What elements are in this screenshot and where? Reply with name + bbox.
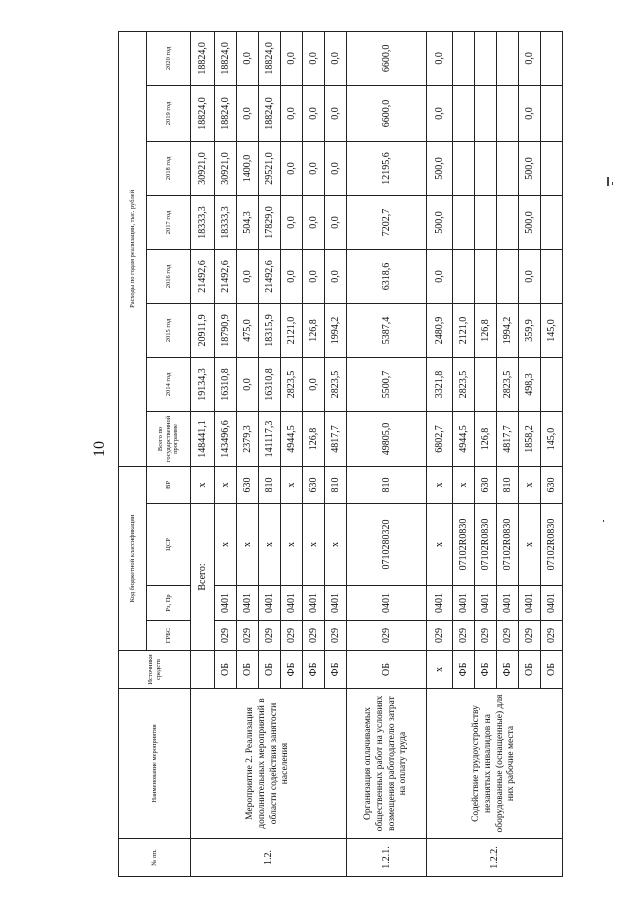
year-cell [497, 31, 519, 85]
year-cell: 0,0 [281, 195, 303, 249]
year-cell: 475,0 [237, 303, 259, 357]
total-cell: 49805,0 [347, 411, 427, 466]
row-number: 1.2.2. [427, 839, 563, 877]
header-source: Источники средств [119, 651, 191, 689]
table-row [347, 31, 427, 876]
year-cell [497, 141, 519, 195]
source-cell: ФБ [303, 651, 325, 689]
grbs-cell: 029 [475, 621, 497, 651]
year-cell [453, 85, 475, 141]
year-cell: 18824,0 [259, 31, 281, 85]
header-num: № пп. [119, 839, 191, 877]
year-cell: 0,0 [325, 141, 347, 195]
vr-cell: х [215, 466, 237, 503]
csr-cell: х [237, 504, 259, 586]
grbs-cell: 029 [347, 621, 427, 651]
year-cell: 19134,3 [191, 357, 215, 411]
year-cell: 0,0 [519, 85, 541, 141]
year-cell: 500,0 [427, 141, 453, 195]
csr-cell: х [281, 504, 303, 586]
year-cell: 145,0 [541, 303, 563, 357]
year-cell: 18824,0 [191, 31, 215, 85]
row-number: 1.2.1. [347, 839, 427, 877]
grbs-cell: 029 [427, 621, 453, 651]
total-cell: 6802,7 [427, 411, 453, 466]
header-year-2018: 2018 год [147, 141, 191, 195]
year-cell: 29521,0 [259, 141, 281, 195]
year-cell: 6600,0 [347, 31, 427, 85]
year-cell: 0,0 [519, 249, 541, 303]
scan-speck [603, 520, 604, 522]
activity-name: Содействие трудоустройству незанятых инвалидов на оборудованные (оснащенные) для них рабочие места [427, 689, 563, 839]
header-kbk: Код бюджетной классификации [119, 466, 147, 650]
year-cell: 0,0 [303, 85, 325, 141]
total-cell: 148441,1 [191, 411, 215, 466]
header-year-2017: 2017 год [147, 195, 191, 249]
year-cell: 17829,0 [259, 195, 281, 249]
grbs-cell: 029 [453, 621, 475, 651]
rzpr-cell: 0401 [453, 586, 475, 621]
source-cell: ФБ [475, 651, 497, 689]
year-cell: 1994,2 [325, 303, 347, 357]
total-cell: 1858,2 [519, 411, 541, 466]
header-year-2015: 2015 год [147, 303, 191, 357]
source-cell: х [427, 651, 453, 689]
csr-cell: 07102R0830 [475, 504, 497, 586]
csr-cell: 07102R0830 [541, 504, 563, 586]
year-cell: 21492,6 [215, 249, 237, 303]
year-cell: 5387,4 [347, 303, 427, 357]
year-cell: 18333,3 [215, 195, 237, 249]
header-year-2019: 2019 год [147, 85, 191, 141]
year-cell: 126,8 [303, 303, 325, 357]
year-cell: 0,0 [281, 141, 303, 195]
year-cell: 0,0 [427, 249, 453, 303]
year-cell [541, 357, 563, 411]
total-cell: 126,8 [303, 411, 325, 466]
activity-name: Организация оплачиваемых общественных работ на условиях возмещения работодателю затрат на оплату труда [347, 689, 427, 839]
grbs-cell: 029 [325, 621, 347, 651]
row-number: 1.2. [191, 839, 347, 877]
source-cell: ФБ [281, 651, 303, 689]
grbs-cell: 029 [541, 621, 563, 651]
year-cell: 0,0 [303, 31, 325, 85]
rzpr-cell: 0401 [427, 586, 453, 621]
table-row [427, 31, 453, 876]
year-cell: 504,3 [237, 195, 259, 249]
year-cell: 0,0 [519, 31, 541, 85]
header-year-2020: 2020 год [147, 31, 191, 85]
rzpr-cell: 0401 [215, 586, 237, 621]
year-cell: 21492,6 [191, 249, 215, 303]
year-cell [475, 249, 497, 303]
year-cell [453, 195, 475, 249]
year-cell: 6318,6 [347, 249, 427, 303]
year-cell [453, 31, 475, 85]
vr-cell: х [427, 466, 453, 503]
year-cell: 5500,7 [347, 357, 427, 411]
year-cell: 0,0 [303, 141, 325, 195]
year-cell: 0,0 [281, 249, 303, 303]
budget-table [118, 31, 563, 877]
vr-cell: 810 [497, 466, 519, 503]
page-number: 10 [91, 441, 108, 457]
rzpr-cell: 0401 [497, 586, 519, 621]
year-cell: 0,0 [303, 195, 325, 249]
year-cell: 2121,0 [281, 303, 303, 357]
year-cell: 0,0 [427, 31, 453, 85]
csr-cell: 0710280320 [347, 504, 427, 586]
rzpr-cell: 0401 [541, 586, 563, 621]
year-cell: 30921,0 [191, 141, 215, 195]
year-cell: 0,0 [325, 85, 347, 141]
vr-cell: х [519, 466, 541, 503]
year-cell: 500,0 [427, 195, 453, 249]
vr-cell: 630 [475, 466, 497, 503]
year-cell: 18824,0 [215, 31, 237, 85]
year-cell: 2121,0 [453, 303, 475, 357]
source-cell: ОБ [541, 651, 563, 689]
year-cell: 1994,2 [497, 303, 519, 357]
year-cell: 16310,8 [215, 357, 237, 411]
year-cell: 6600,0 [347, 85, 427, 141]
total-cell: 4817,7 [497, 411, 519, 466]
year-cell [497, 85, 519, 141]
year-cell: 1400,0 [237, 141, 259, 195]
year-cell: 0,0 [281, 85, 303, 141]
year-cell: 18824,0 [191, 85, 215, 141]
year-cell: 21492,6 [259, 249, 281, 303]
year-cell: 18824,0 [259, 85, 281, 141]
year-cell: 18333,3 [191, 195, 215, 249]
grbs-cell: 029 [303, 621, 325, 651]
table-row [191, 31, 215, 876]
year-cell: 500,0 [519, 195, 541, 249]
year-cell: 30921,0 [215, 141, 237, 195]
header-csr: ЦСР [147, 504, 191, 586]
year-cell: 2823,5 [325, 357, 347, 411]
header-grbs: ГРБС [147, 621, 191, 651]
header-total: Всего по государственной программе [147, 411, 191, 466]
total-cell: 4944,5 [281, 411, 303, 466]
source-cell: ФБ [497, 651, 519, 689]
rzpr-cell: 0401 [303, 586, 325, 621]
year-cell: 2823,5 [281, 357, 303, 411]
vr-cell: 810 [325, 466, 347, 503]
year-cell: 20911,9 [191, 303, 215, 357]
source-cell: ОБ [519, 651, 541, 689]
year-cell [541, 141, 563, 195]
rzpr-cell: 0401 [259, 586, 281, 621]
source-cell: ФБ [325, 651, 347, 689]
csr-cell: х [303, 504, 325, 586]
vr-cell: х [191, 466, 215, 503]
csr-cell: х [325, 504, 347, 586]
year-cell [453, 141, 475, 195]
year-cell [541, 195, 563, 249]
header-expenses: Расходы по годам реализации, тыс. рублей [119, 31, 147, 466]
year-cell [541, 85, 563, 141]
header-vr: ВР [147, 466, 191, 503]
rotated-table-container [118, 32, 558, 877]
year-cell: 2480,9 [427, 303, 453, 357]
source-cell: ОБ [347, 651, 427, 689]
header-year-2016: 2016 год [147, 249, 191, 303]
csr-cell: х [259, 504, 281, 586]
csr-cell: 07102R0830 [453, 504, 475, 586]
year-cell: 0,0 [237, 249, 259, 303]
year-cell: 359,9 [519, 303, 541, 357]
source-cell: ОБ [259, 651, 281, 689]
year-cell [475, 195, 497, 249]
csr-cell: 07102R0830 [497, 504, 519, 586]
grbs-cell: 029 [519, 621, 541, 651]
year-cell: 0,0 [237, 357, 259, 411]
vr-cell: 810 [347, 466, 427, 503]
year-cell: 500,0 [519, 141, 541, 195]
scan-speck [612, 182, 613, 185]
grbs-cell: 029 [215, 621, 237, 651]
year-cell: 2823,5 [453, 357, 475, 411]
year-cell: 0,0 [237, 31, 259, 85]
rzpr-cell: 0401 [281, 586, 303, 621]
year-cell [453, 249, 475, 303]
grbs-cell: 029 [237, 621, 259, 651]
year-cell: 0,0 [325, 249, 347, 303]
year-cell: 0,0 [303, 249, 325, 303]
year-cell [475, 31, 497, 85]
year-cell: 0,0 [325, 195, 347, 249]
year-cell: 18824,0 [215, 85, 237, 141]
vr-cell: 630 [541, 466, 563, 503]
year-cell: 7202,7 [347, 195, 427, 249]
activity-name: Мероприятие 2. Реализация дополнительных мероприятий в области содействия занятости населения [191, 689, 347, 839]
year-cell: 12195,6 [347, 141, 427, 195]
vr-cell: 810 [259, 466, 281, 503]
total-cell: 145,0 [541, 411, 563, 466]
header-rzpr: Рз, Пр [147, 586, 191, 621]
year-cell: 18315,9 [259, 303, 281, 357]
year-cell: 0,0 [427, 85, 453, 141]
year-cell [475, 141, 497, 195]
year-cell: 0,0 [281, 31, 303, 85]
rzpr-cell: 0401 [237, 586, 259, 621]
scan-speck [607, 177, 609, 186]
rzpr-cell: 0401 [347, 586, 427, 621]
total-cell: 143496,6 [215, 411, 237, 466]
year-cell [541, 31, 563, 85]
source-cell: ОБ [237, 651, 259, 689]
total-cell: 4817,7 [325, 411, 347, 466]
vr-cell: х [281, 466, 303, 503]
header-year-2014: 2014 год [147, 357, 191, 411]
rzpr-cell: 0401 [475, 586, 497, 621]
vr-cell: х [453, 466, 475, 503]
year-cell: 3321,8 [427, 357, 453, 411]
year-cell: 0,0 [303, 357, 325, 411]
year-cell: 16310,8 [259, 357, 281, 411]
year-cell: 498,3 [519, 357, 541, 411]
year-cell [497, 195, 519, 249]
csr-cell: х [427, 504, 453, 586]
total-cell: 4944,5 [453, 411, 475, 466]
total-cell: 141117,3 [259, 411, 281, 466]
csr-cell: х [215, 504, 237, 586]
vr-cell: 630 [303, 466, 325, 503]
grbs-cell: 029 [281, 621, 303, 651]
rzpr-cell: 0401 [325, 586, 347, 621]
header-name: Наименование мероприятия [119, 689, 191, 839]
csr-cell: х [519, 504, 541, 586]
rzpr-cell: 0401 [519, 586, 541, 621]
total-cell: 126,8 [475, 411, 497, 466]
grbs-cell: 029 [259, 621, 281, 651]
source-cell: ОБ [215, 651, 237, 689]
source-cell: ФБ [453, 651, 475, 689]
total-cell: 2379,3 [237, 411, 259, 466]
year-cell: 126,8 [475, 303, 497, 357]
vr-cell: 630 [237, 466, 259, 503]
year-cell: 0,0 [325, 31, 347, 85]
year-cell: 18790,9 [215, 303, 237, 357]
total-label: Всего: [191, 504, 215, 651]
year-cell [475, 85, 497, 141]
year-cell [541, 249, 563, 303]
year-cell: 0,0 [237, 85, 259, 141]
year-cell [497, 249, 519, 303]
year-cell: 2823,5 [497, 357, 519, 411]
grbs-cell: 029 [497, 621, 519, 651]
year-cell [475, 357, 497, 411]
